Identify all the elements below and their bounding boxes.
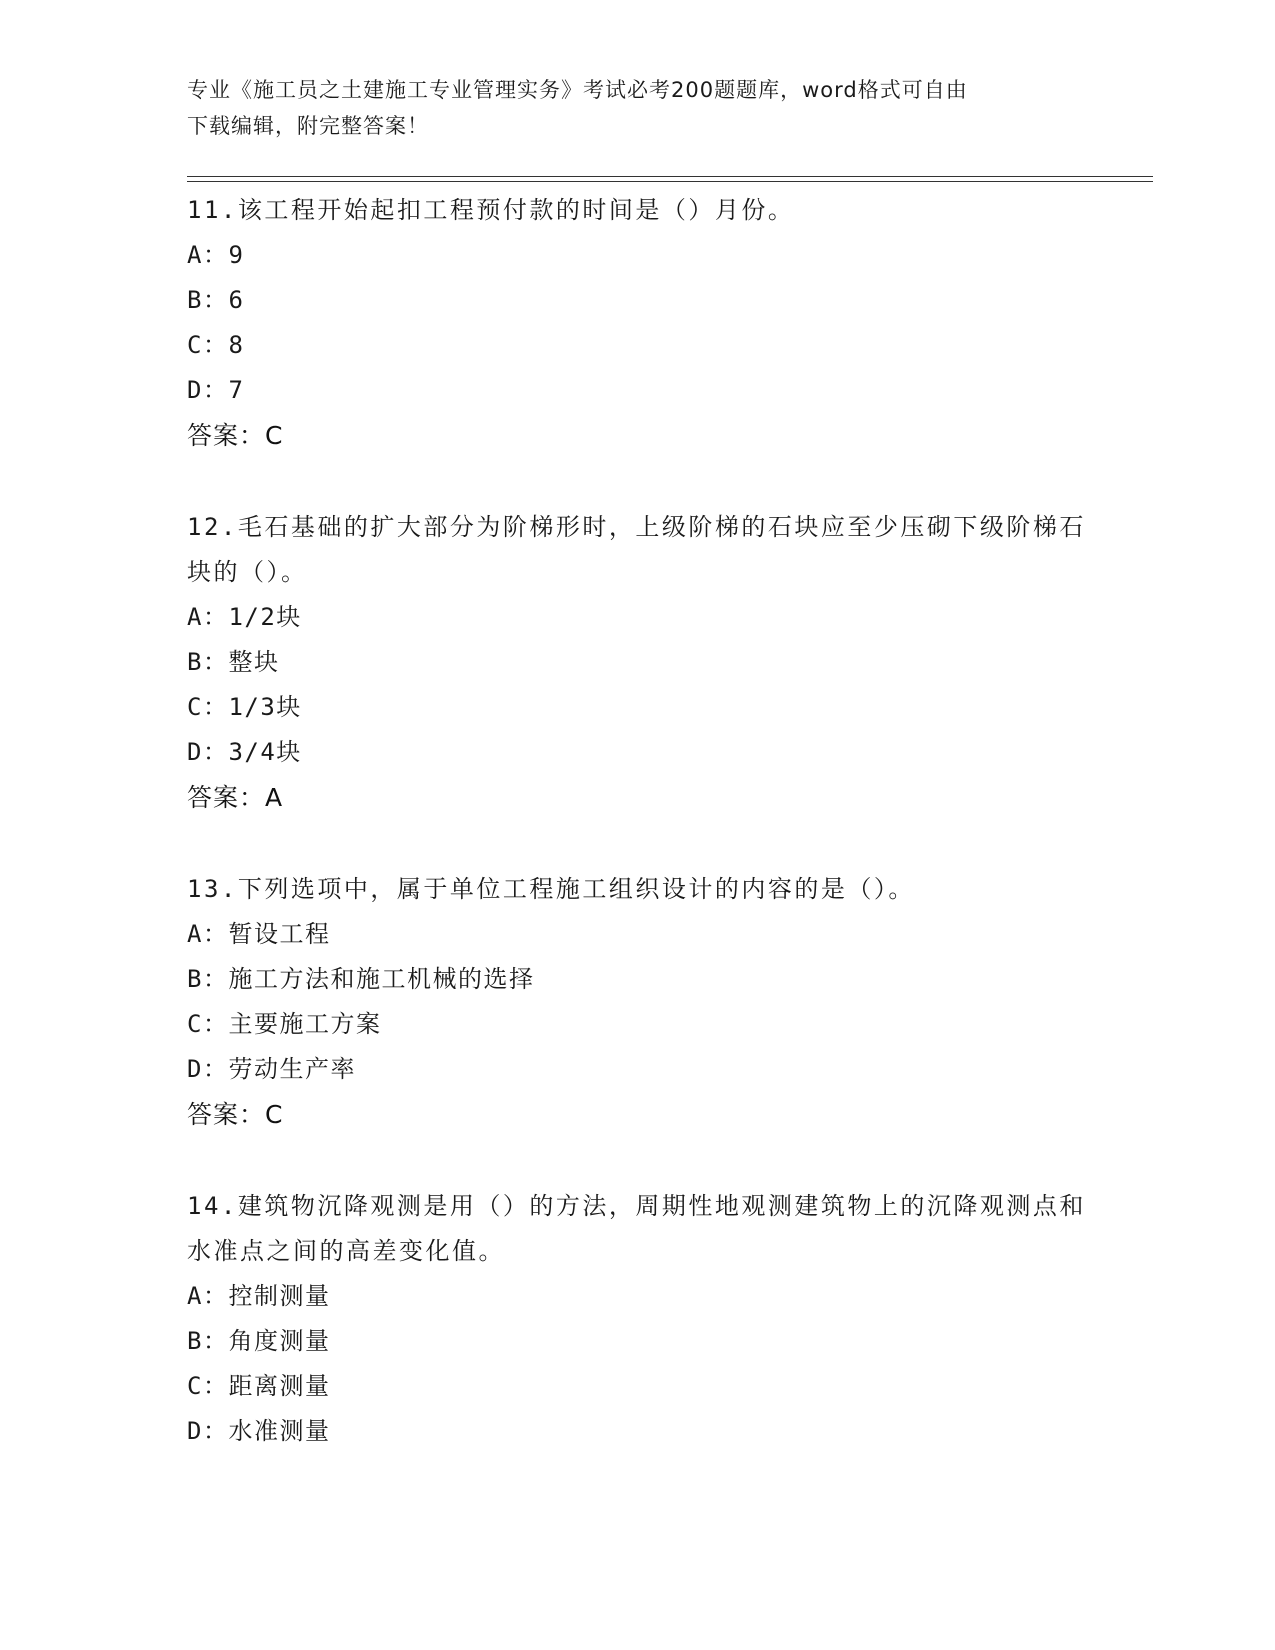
question-list [187,188,1087,1501]
answer-text: 答案：C [187,1100,284,1129]
option-b: B：角度测量 [187,1327,331,1355]
option-c: C：距离测量 [187,1372,331,1400]
option-a: A：1/2块 [187,603,302,631]
option-a: A：9 [187,241,245,269]
option-d: D：水准测量 [187,1417,331,1445]
option-c: C：1/3块 [187,693,302,721]
question-text: 11.该工程开始起扣工程预付款的时间是（）月份。 [187,196,795,224]
option-a: A：暂设工程 [187,920,331,948]
question-12 [187,505,1087,820]
question-13 [187,867,1087,1137]
question-11 [187,188,1087,458]
header-line-1: 专业《施工员之土建施工专业管理实务》考试必考200题题库，word格式可自由 [187,78,968,102]
answer-text: 答案：C [187,421,284,450]
option-c: C：8 [187,331,245,359]
question-text: 13.下列选项中，属于单位工程施工组织设计的内容的是（）。 [187,875,915,903]
question-14 [187,1184,1087,1454]
header-divider-top [187,176,1153,177]
question-text: 12.毛石基础的扩大部分为阶梯形时，上级阶梯的石块应至少压砌下级阶梯石块的（）。 [187,513,1086,586]
option-d: D：3/4块 [187,738,302,766]
option-c: C：主要施工方案 [187,1010,382,1038]
option-a: A：控制测量 [187,1282,331,1310]
question-text: 14.建筑物沉降观测是用（）的方法，周期性地观测建筑物上的沉降观测点和水准点之间的高差变化值。 [187,1192,1086,1265]
option-d: D：7 [187,376,245,404]
header-divider-bottom [187,181,1153,182]
option-b: B：整块 [187,648,280,676]
option-b: B：施工方法和施工机械的选择 [187,965,535,993]
answer-text: 答案：A [187,783,284,812]
header-line-2: 下载编辑，附完整答案！ [187,114,429,138]
option-d: D：劳动生产率 [187,1055,356,1083]
document-header [187,72,1067,144]
option-b: B：6 [187,286,245,314]
